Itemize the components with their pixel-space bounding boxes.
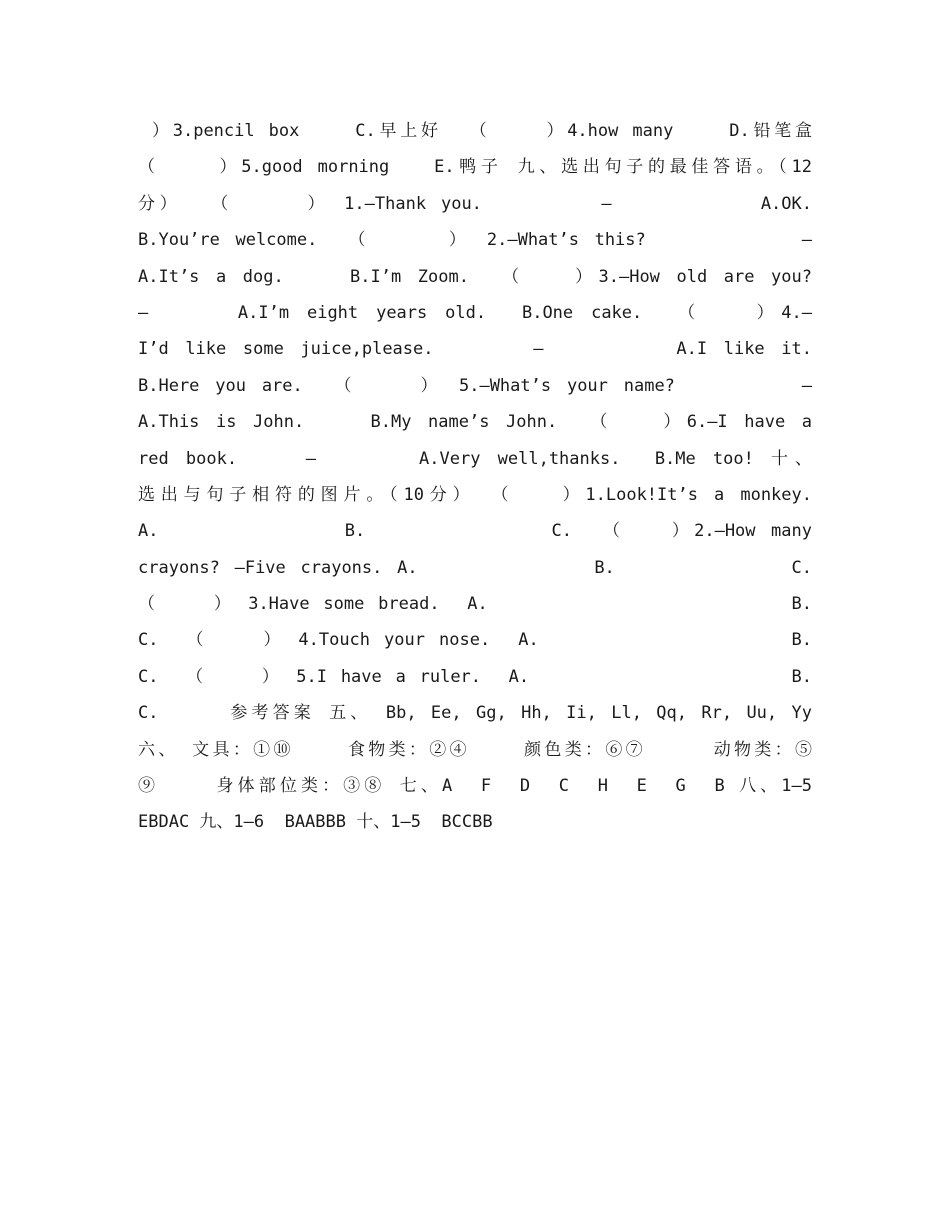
text-line: 分） （ ） 1.—Thank you. — A.OK.	[138, 193, 812, 214]
text-line: A.This is John. B.My name’s John. （ ）6.—I have a	[138, 412, 812, 433]
text-line: I’d like some juice,please. — A.I like it.	[138, 339, 812, 360]
text-line: （ ）5.good morning E.鸭子 九、选出句子的最佳答语。（12	[138, 157, 812, 178]
text-line: — A.I’m eight years old. B.One cake. （ ）4.—	[138, 302, 812, 323]
text-line: 选出与句子相符的图片。（10分） （ ）1.Look!It’s a monkey.	[138, 484, 812, 505]
answer-key-line: ⑨ 身体部位类：③⑧ 七、A F D C H E G B 八、1—5	[138, 776, 812, 797]
text-line: B.You’re welcome. （ ） 2.—What’s this? —	[138, 230, 812, 251]
text-line: A. B. C. （ ）2.—How many	[138, 521, 812, 542]
text-line: A.It’s a dog. B.I’m Zoom. （ ）3.—How old are you?	[138, 266, 812, 287]
text-line: C. （ ） 5.I have a ruler. A. B.	[138, 666, 812, 687]
text-line: red book. — A.Very well,thanks. B.Me too! 十、	[138, 448, 812, 469]
text-line: ）3.pencil box C.早上好 （ ）4.how many D.铅笔盒	[138, 121, 812, 141]
answer-key-line: EBDAC 九、1—6 BAABBB 十、1—5 BCCBB	[138, 812, 493, 833]
answer-key-line: C. 参考答案 五、 Bb, Ee, Gg, Hh, Ii, Ll, Qq, Rr, Uu, Yy	[138, 703, 812, 724]
text-line: crayons? —Five crayons. A. B. C.	[138, 557, 812, 578]
answer-key-line: 六、 文具：①⑩ 食物类：②④ 颜色类：⑥⑦ 动物类：⑤	[138, 739, 812, 760]
worksheet-text	[138, 113, 812, 841]
text-line: B.Here you are. （ ） 5.—What’s your name? —	[138, 375, 812, 396]
text-line: （ ） 3.Have some bread. A. B.	[138, 594, 812, 615]
text-line: C. （ ） 4.Touch your nose. A. B.	[138, 630, 812, 651]
